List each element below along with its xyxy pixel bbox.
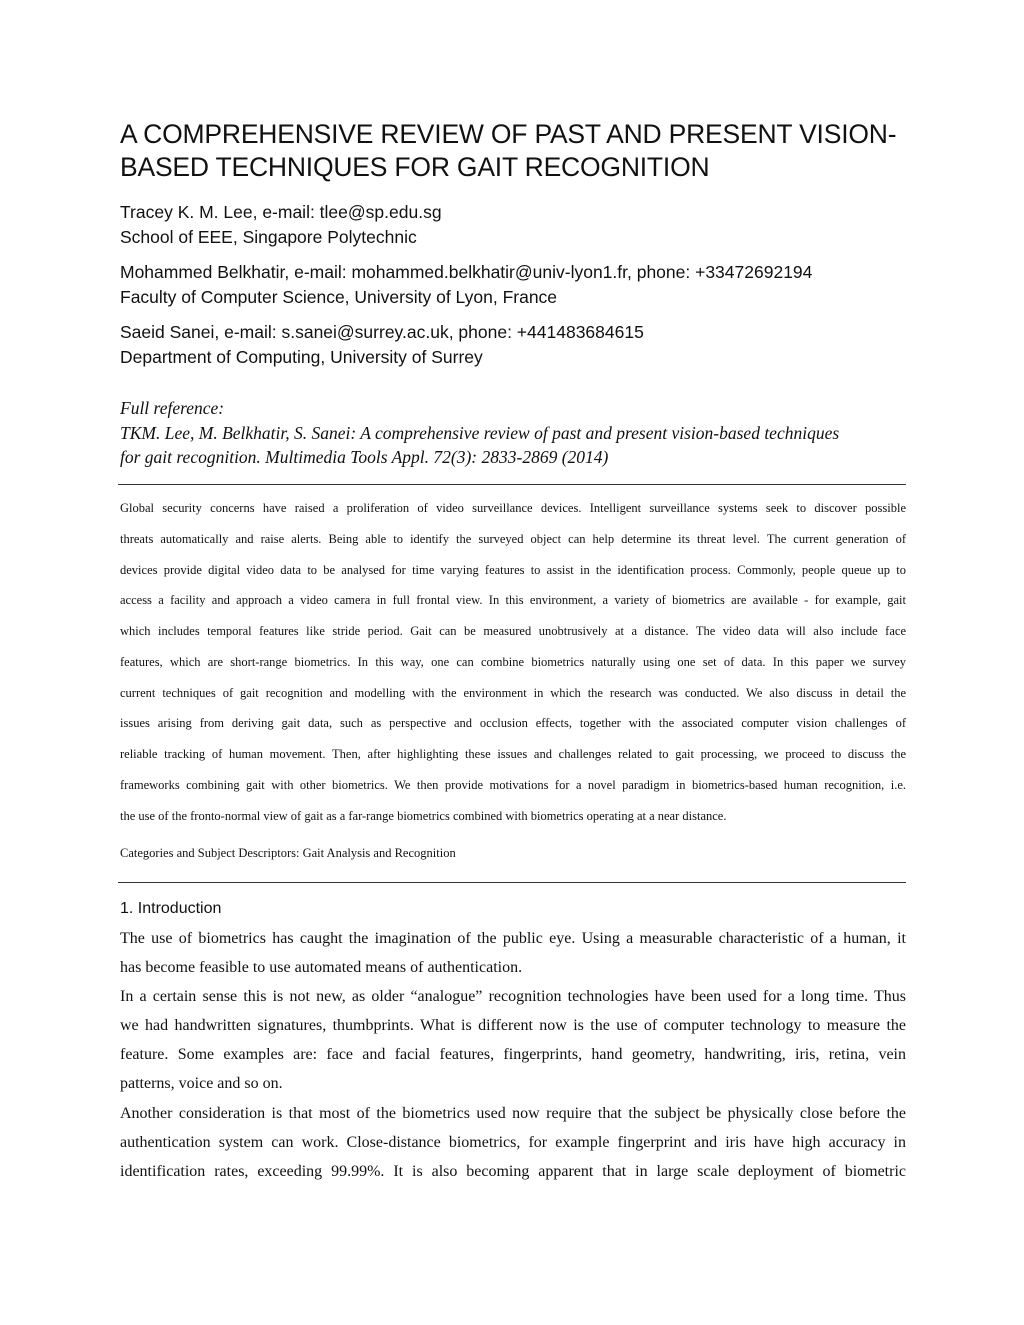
- body-line: In a certain sense this is not new, as older “analogue” recognition technologies have been used for a long time. Thus: [120, 988, 906, 1006]
- author-block: [120, 200, 906, 250]
- full-reference-line: TKM. Lee, M. Belkhatir, S. Sanei: A comprehensive review of past and present vision-based techniques: [120, 423, 840, 443]
- author-affiliation: Faculty of Computer Science, University of Lyon, France: [120, 287, 558, 307]
- author-contact: Tracey K. M. Lee, e-mail: tlee@sp.edu.sg: [120, 202, 442, 222]
- body-line: identification rates, exceeding 99.99%. It is also becoming apparent that in large scale deployment of biometric: [120, 1162, 906, 1180]
- paper-title-line: BASED TECHNIQUES FOR GAIT RECOGNITION: [120, 152, 710, 182]
- body-line: Another consideration is that most of the biometrics used now require that the subject be physically close before the: [120, 1104, 906, 1122]
- divider: [118, 882, 906, 883]
- body-line: The use of biometrics has caught the imagination of the public eye. Using a measurable characteristic of a human, it: [120, 930, 906, 947]
- author-affiliation: Department of Computing, University of Surrey: [120, 347, 483, 367]
- body-line: patterns, voice and so on.: [120, 1075, 283, 1093]
- author-affiliation: School of EEE, Singapore Polytechnic: [120, 227, 417, 247]
- abstract-line: reliable tracking of human movement. Then, after highlighting these issues and challenges related to gait processing, we proceed to discuss the: [120, 747, 906, 761]
- full-reference-label: Full reference:: [120, 398, 225, 418]
- abstract-line: features, which are short-range biometrics. In this way, one can combine biometrics naturally using one set of data. In this paper we survey: [120, 654, 906, 669]
- full-reference-line: for gait recognition. Multimedia Tools Appl. 72(3): 2833-2869 (2014): [120, 447, 609, 467]
- author-contact: Saeid Sanei, e-mail: s.sanei@surrey.ac.uk, phone: +441483684615: [120, 322, 644, 342]
- abstract-line: which includes temporal features like stride period. Gait can be measured unobtrusively at a distance. The video data will also include face: [120, 624, 906, 638]
- paper-title-line: A COMPREHENSIVE REVIEW OF PAST AND PRESENT VISION-: [120, 119, 897, 149]
- body-line: we had handwritten signatures, thumbprints. What is different now is the use of computer technology to measure the: [120, 1017, 906, 1035]
- author-contact: Mohammed Belkhatir, e-mail: mohammed.belkhatir@univ-lyon1.fr, phone: +33472692194: [120, 262, 813, 282]
- abstract-line: the use of the fronto-normal view of gait as a far-range biometrics combined with biometrics operating at a near distance.: [120, 808, 727, 823]
- body-line: has become feasible to use automated means of authentication.: [120, 959, 523, 977]
- subject-categories: Categories and Subject Descriptors: Gait Analysis and Recognition: [120, 846, 456, 860]
- paper-title: [120, 118, 906, 184]
- abstract-line: issues arising from deriving gait data, such as perspective and occlusion effects, together with the associated computer vision challenges of: [120, 716, 906, 731]
- abstract-line: devices provide digital video data to be analysed for time varying features to assist in the identification process. Commonly, people queue up to: [120, 562, 906, 577]
- abstract-line: Global security concerns have raised a proliferation of video surveillance devices. Intelligent surveillance systems seek to discover possible: [120, 501, 906, 515]
- abstract-line: frameworks combining gait with other biometrics. We then provide motivations for a novel paradigm in biometrics-based human recognition, i.e.: [120, 777, 906, 792]
- abstract-line: access a facility and approach a video camera in full frontal view. In this environment, a variety of biometrics are available - for example, gait: [120, 593, 906, 608]
- full-reference: [120, 396, 906, 469]
- abstract-line: threats automatically and raise alerts. Being able to identify the surveyed object can help determine its threat level. The current generation of: [120, 531, 906, 546]
- abstract: [120, 493, 906, 831]
- divider: [118, 484, 906, 485]
- author-block: [120, 260, 906, 310]
- section-heading-introduction: 1. Introduction: [120, 900, 222, 917]
- body-line: feature. Some examples are: face and facial features, fingerprints, hand geometry, handwriting, iris, retina, vein: [120, 1046, 906, 1064]
- introduction-body: [120, 924, 906, 1186]
- author-block: [120, 320, 906, 370]
- body-line: authentication system can work. Close-distance biometrics, for example fingerprint and iris have high accuracy in: [120, 1133, 906, 1151]
- abstract-line: current techniques of gait recognition and modelling with the environment in which the research was conducted. We also discuss in detail the: [120, 685, 906, 700]
